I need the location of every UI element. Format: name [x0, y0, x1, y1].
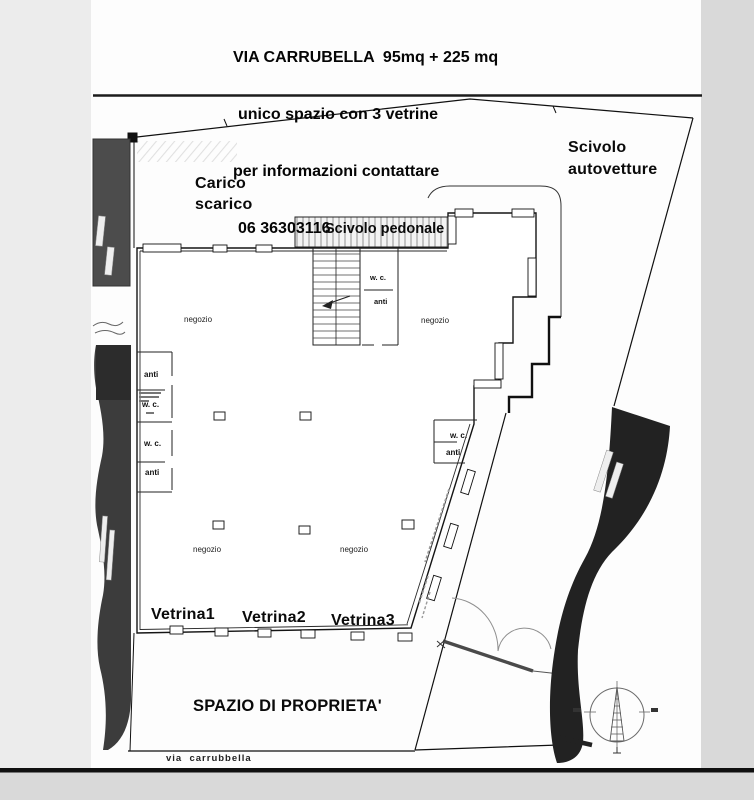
header-line-1: VIA CARRUBELLA 95mq + 225 mq: [233, 49, 499, 66]
label-carico-line2: scarico: [195, 196, 253, 213]
label-spazio-proprieta: SPAZIO DI PROPRIETA': [193, 697, 382, 715]
room-negozio-top-left: negozio: [184, 315, 213, 324]
label-carico-line1: Carico: [195, 175, 246, 192]
gate-swing-arcs: [437, 598, 560, 674]
building-outline: [137, 213, 536, 633]
label-via-carrubbella: via carrubbella: [166, 753, 252, 764]
label-vetrina2: Vetrina2: [242, 609, 306, 626]
room-wc-left-lower: w. c.: [144, 439, 162, 448]
label-scivolo-autovetture-line1: Scivolo: [568, 139, 627, 156]
room-wc-right: w. c.: [450, 431, 468, 440]
label-vetrina1: Vetrina1: [151, 606, 215, 623]
scan-smudge: [137, 141, 237, 162]
header-line-3: per informazioni contattare: [233, 163, 440, 180]
room-anti-right: anti: [446, 448, 461, 457]
label-scivolo-pedonale: Scivolo pedonale: [325, 221, 445, 237]
label-scivolo-autovetture-line2: autovetture: [568, 161, 658, 178]
room-wc-left-upper: w. c.: [142, 400, 160, 409]
room-wc-stairwell: w. c.: [370, 273, 386, 282]
room-anti-stairwell: anti: [374, 297, 388, 306]
room-negozio-bottom-left: negozio: [193, 545, 222, 554]
room-anti-left-lower: anti: [145, 468, 160, 477]
room-negozio-bottom-right: negozio: [340, 545, 369, 554]
label-vetrina3: Vetrina3: [331, 612, 395, 629]
scribble-mark: [93, 322, 125, 334]
room-negozio-top-right: negozio: [421, 316, 450, 325]
header-line-2: unico spazio con 3 vetrine: [238, 106, 439, 123]
room-anti-left-upper: anti: [144, 370, 159, 379]
header-line-4: 06 36303116: [238, 220, 331, 237]
